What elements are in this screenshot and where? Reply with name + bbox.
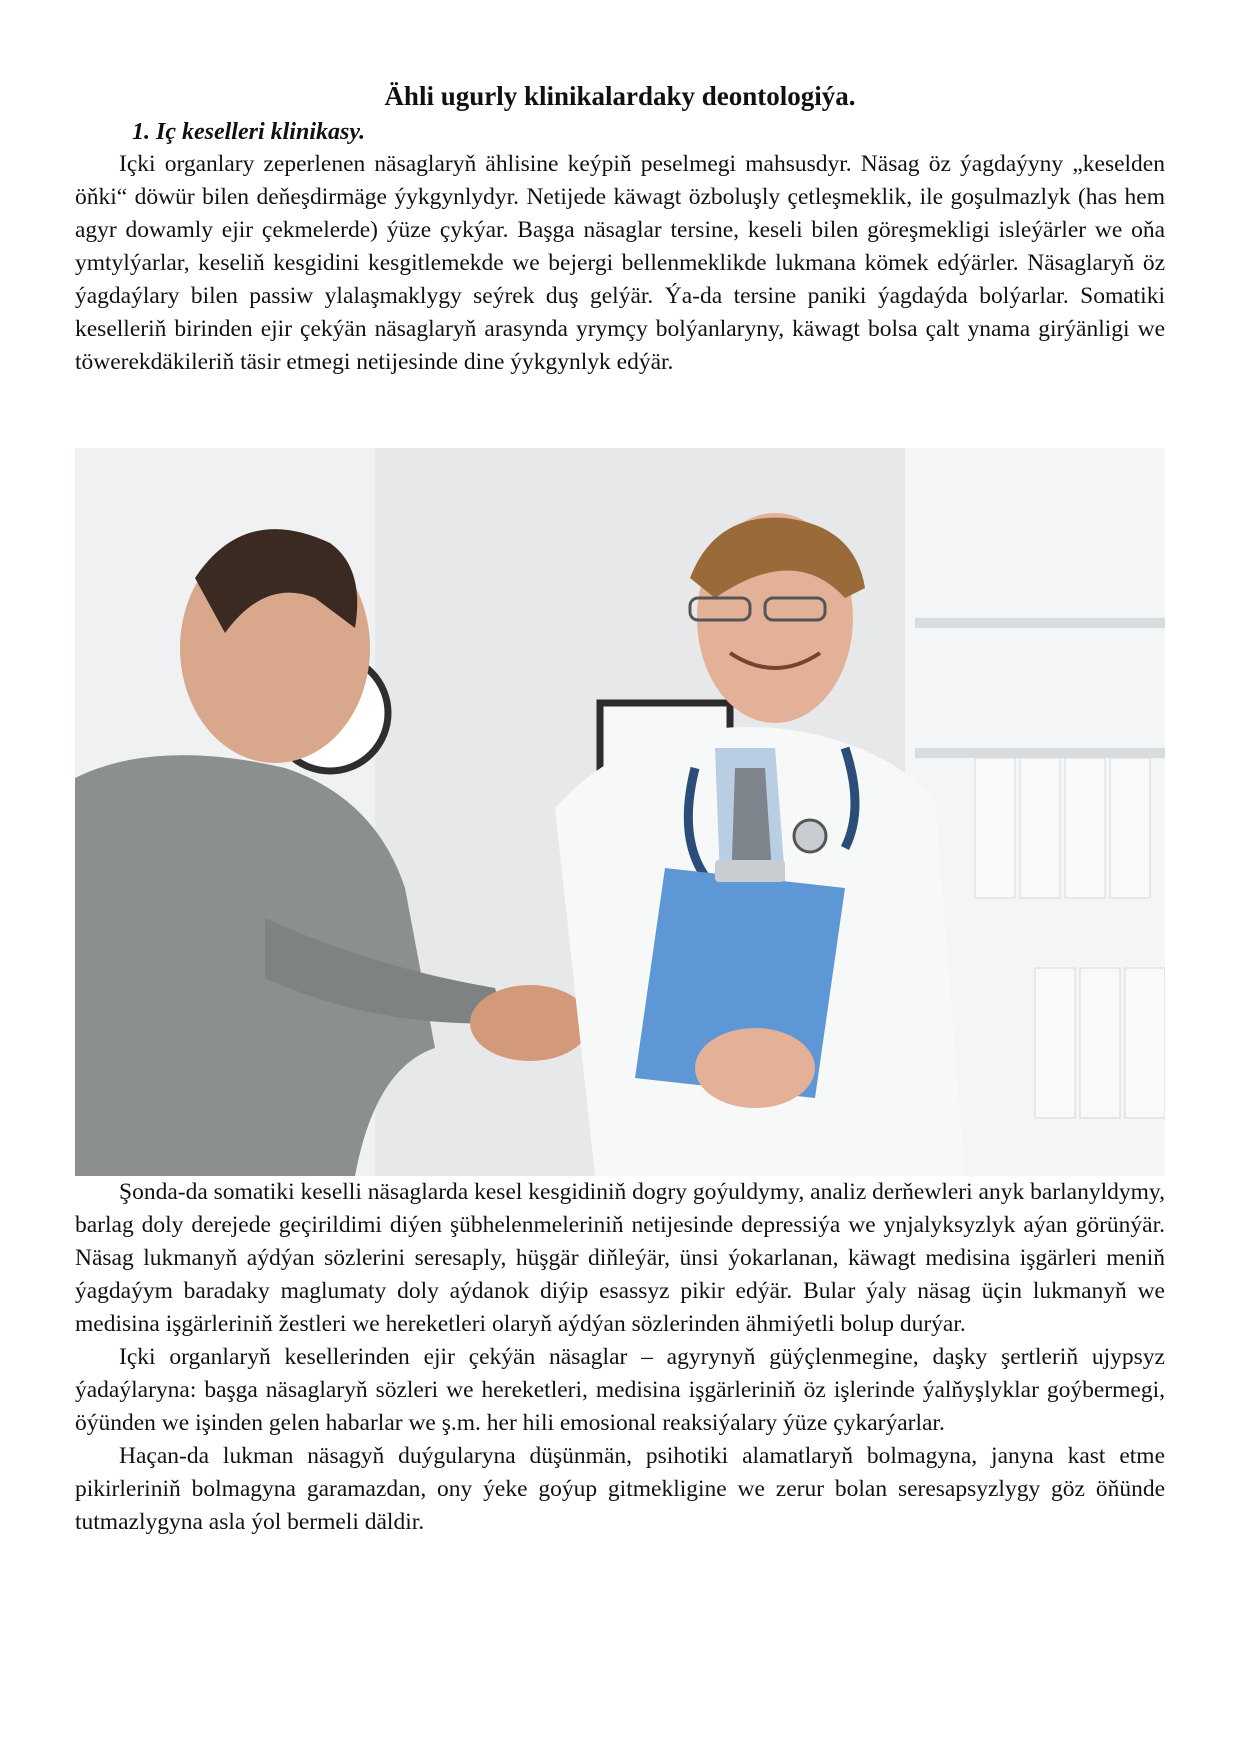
document-page (75, 78, 1165, 379)
paragraph-doctor-responsibility: Haçan-da lukman näsagyň duýgularyna düşünmän, psihotiki alamatlaryň bolmagyna, janyna kast etme pikirleriniň bolmagyna garamazdan, ony ýeke goýup gitmekligine we zerur bolan seresapsyzlygy göz öňünde tutmazlygyna asla ýol bermeli däldir. (75, 1443, 1165, 1535)
document-title: Ähli ugurly klinikalardaky deontologiýa. (384, 81, 856, 111)
section-heading: 1. Iç keselleri klinikasy. (132, 119, 366, 145)
paragraph-emotional-reactions: Içki organlaryň kesellerinden ejir çekýän näsaglar – agyrynyň güýçlenmegine, daşky şertleriň ujypsyz ýadaýlaryna: başga näsaglaryň sözleri we hereketleri, medisina işgärleriniň öz işlerinde ýalňyşlyklar goýbermegi, öýünden we işinden gelen habarlar we ş.m. her hili emosional reaksiýalary ýüze çykarýarlar. (75, 1344, 1165, 1436)
document-body-continued (75, 1176, 1165, 1539)
doctor-patient-handshake-photo (75, 448, 1165, 1176)
paragraph-intro: Içki organlary zeperlenen näsaglaryň ählisine keýpiň peselmegi mahsusdyr. Näsag öz ýagdaýyny „keselden öňki“ döwür bilen deňeşdirmäge ýykgynlydyr. Netijede käwagt özboluşly çetleşmeklik, ile goşulmazlyk (has hem agyr dowamly ejir çekmelerde) ýüze çykýar. Başga näsaglar tersine, keseli bilen göreşmekligi isleýärler we oňa ymtylýarlar, keseliň kesgidini kesgitlemekde we bejergi bellenmeklikde lukmana kömek edýärler. Näsaglaryň öz ýagdaýlary bilen passiw ylalaşmaklygy seýrek duş gelýär. Ýa-da tersine paniki ýagdaýda bolýarlar. Somatiki keselleriň birinden ejir çekýän näsaglaryň arasynda yrymçy bolýanlaryny, käwagt bolsa çalt ynama girýänligi we töwerekdäkileriň täsir etmegi netijesinde dine ýykgynlyk edýär. (75, 151, 1165, 375)
paragraph-depression: Şonda-da somatiki keselli näsaglarda kesel kesgidiniň dogry goýuldymy, analiz derňewleri anyk barlanyldymy, barlag doly derejede geçirildimi diýen şübhelenmeleriniň netijesinde depressiýa we ynjalyksyzlyk aýan görünýär. Näsag lukmanyň aýdýan sözlerini seresaply, hüşgär diňleýär, ünsi ýokarlanan, käwagt medisina işgärleri meniň ýagdaýym baradaky maglumaty doly aýdanok diýip esassyz pikir edýär. Bular ýaly näsag üçin lukmanyň we medisina işgärleriniň žestleri we hereketleri olaryň aýdýan sözlerinden ähmiýetli bolup durýar. (75, 1179, 1165, 1337)
